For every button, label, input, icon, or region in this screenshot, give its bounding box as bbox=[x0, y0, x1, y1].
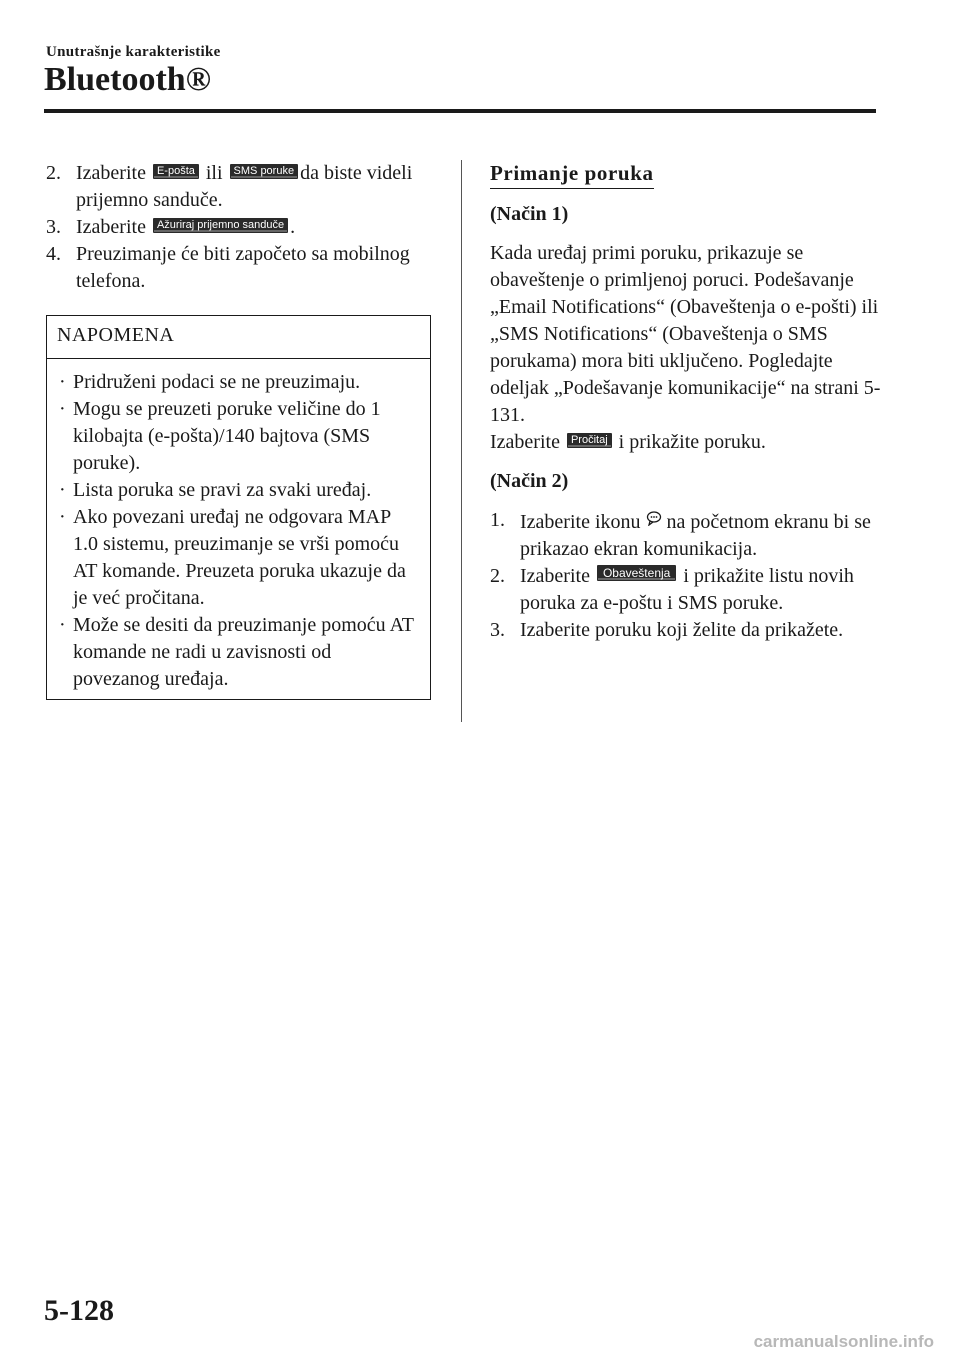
note-item-text: Lista poruka se pravi za svaki uređaj. bbox=[73, 479, 372, 501]
method-1-title: (Način 1) bbox=[490, 203, 569, 225]
method-2-step-3 bbox=[490, 617, 890, 644]
step-text: ili bbox=[205, 162, 223, 184]
email-button[interactable]: E-pošta bbox=[153, 164, 199, 179]
watermark: carmanualsonline.info bbox=[753, 1332, 934, 1351]
step-text: Izaberite bbox=[76, 162, 146, 184]
note-body bbox=[47, 359, 430, 699]
step-text: i prikažite listu novih poruka za e-poštu i SMS poruke. bbox=[520, 565, 854, 614]
read-button[interactable]: Pročitaj bbox=[567, 433, 612, 448]
method-2-title: (Način 2) bbox=[490, 470, 569, 492]
method-1-text: Kada uređaj primi poruku, prikazuje se obaveštenje o primljenoj poruci. Podešavanje „Email Notifications“ (Obaveštenja o e-pošti) ili „SMS Notifications“ (Obaveštenja o SMS porukama) mora biti uključeno. Pogledajte odeljak „Podešavanje komunikacije“ na strani 5-131. bbox=[490, 242, 881, 426]
note-item-text: Može se desiti da preuzimanje pomoću AT komande ne radi u zavisnosti od povezanog uređaja. bbox=[73, 614, 414, 690]
column-divider bbox=[461, 160, 462, 722]
step-3 bbox=[46, 214, 430, 241]
note-item bbox=[57, 612, 420, 693]
note-item-text: Pridruženi podaci se ne preuzimaju. bbox=[73, 371, 361, 393]
step-number: 3. bbox=[46, 216, 61, 238]
select-text: i prikažite poruku. bbox=[618, 431, 766, 453]
step-text: Izaberite bbox=[520, 565, 590, 587]
step-text: . bbox=[290, 216, 296, 238]
note-box bbox=[46, 315, 431, 700]
note-heading: NAPOMENA bbox=[47, 316, 430, 359]
note-item-text: Ako povezani uređaj ne odgovara MAP 1.0 sistemu, preuzimanje se vrši pomoću AT komande. Preuzeta poruka ukazuje da je već pročitana. bbox=[73, 506, 406, 609]
note-item bbox=[57, 396, 420, 477]
bullet-dot: · bbox=[59, 371, 66, 393]
step-number: 1. bbox=[490, 509, 505, 531]
step-2 bbox=[46, 160, 430, 214]
step-text: da biste videli prijemno sanduče. bbox=[76, 162, 413, 211]
bullet-dot: · bbox=[59, 506, 66, 528]
update-inbox-button[interactable]: Ažuriraj prijemno sanduče bbox=[153, 218, 288, 233]
method-2-step-1 bbox=[490, 507, 890, 563]
sms-messages-button[interactable]: SMS poruke bbox=[230, 164, 299, 179]
section-label: Unutrašnje karakteristike bbox=[46, 44, 221, 60]
step-text: Izaberite bbox=[76, 216, 146, 238]
step-number: 4. bbox=[46, 243, 61, 265]
step-number: 3. bbox=[490, 619, 505, 641]
step-text: na početnom ekranu bi se prikazao ekran komunikacija. bbox=[520, 511, 871, 560]
method-1-body bbox=[490, 240, 890, 456]
chapter-title: Bluetooth® bbox=[44, 61, 212, 98]
step-number: 2. bbox=[490, 565, 505, 587]
step-4 bbox=[46, 241, 430, 295]
note-item bbox=[57, 477, 420, 504]
note-item bbox=[57, 369, 420, 396]
step-text: Preuzimanje će biti započeto sa mobilnog telefona. bbox=[76, 243, 410, 292]
select-text: Izaberite bbox=[490, 431, 560, 453]
step-text: Izaberite poruku koji želite da prikažete. bbox=[520, 619, 844, 641]
step-text: Izaberite ikonu bbox=[520, 511, 641, 533]
message-bubble-icon[interactable] bbox=[646, 507, 662, 523]
note-item-text: Mogu se preuzeti poruke veličine do 1 kilobajta (e-pošta)/140 bajtova (SMS poruke). bbox=[73, 398, 381, 474]
left-column bbox=[46, 160, 430, 700]
note-item bbox=[57, 504, 420, 612]
bullet-dot: · bbox=[59, 479, 66, 501]
right-column bbox=[490, 160, 890, 644]
bullet-dot: · bbox=[59, 614, 66, 636]
notifications-button[interactable]: Obaveštenja bbox=[597, 565, 676, 581]
section-subheading: Primanje poruka bbox=[490, 160, 654, 189]
page-number: 5-128 bbox=[44, 1294, 114, 1327]
step-number: 2. bbox=[46, 162, 61, 184]
method-2-step-2 bbox=[490, 563, 890, 617]
bullet-dot: · bbox=[59, 398, 66, 420]
title-rule bbox=[44, 109, 876, 113]
